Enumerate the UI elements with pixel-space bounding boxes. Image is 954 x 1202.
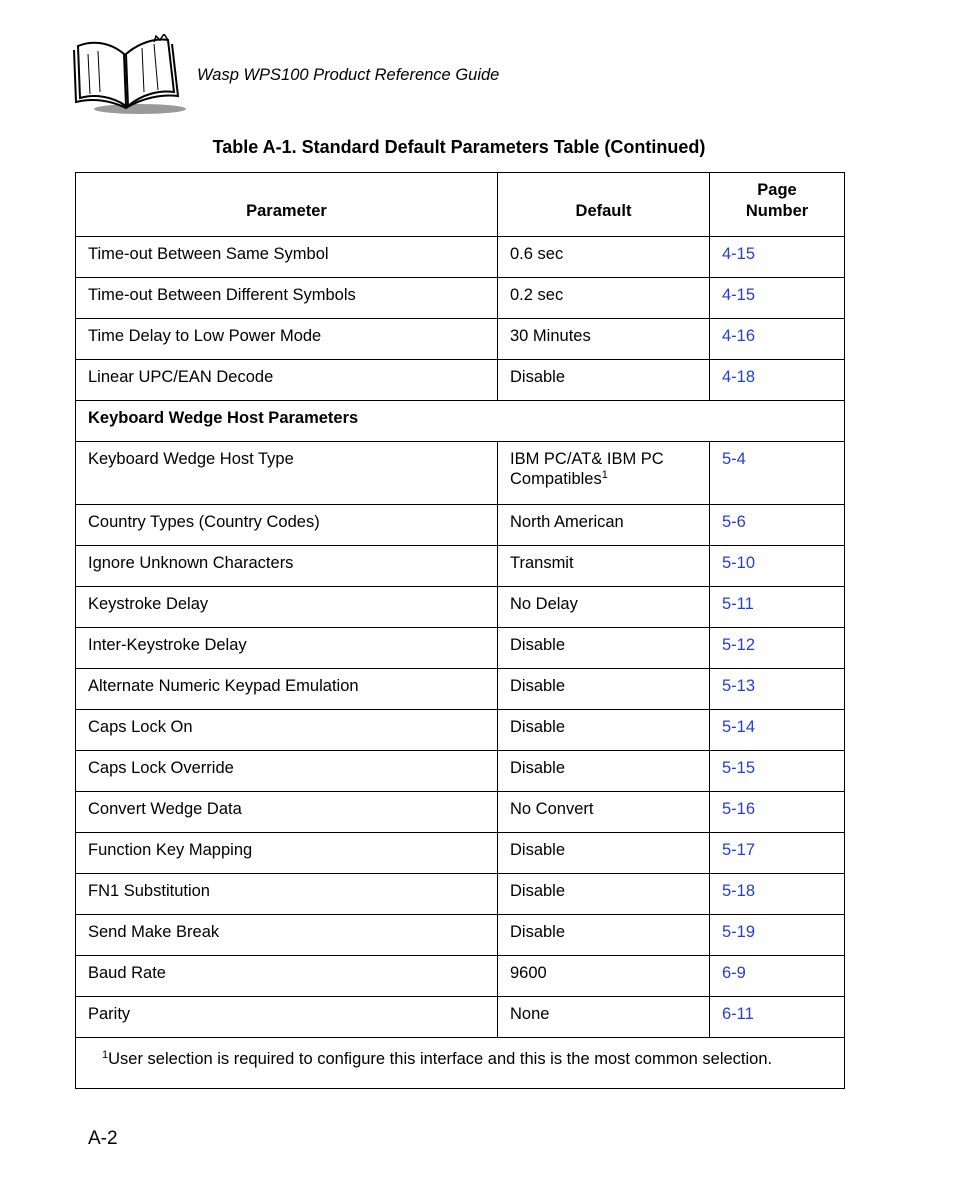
page-cell: [710, 751, 845, 792]
default-line2-text: Compatibles: [510, 470, 602, 488]
column-header-parameter: Parameter: [76, 173, 498, 237]
default-cell: Disable: [498, 628, 710, 669]
running-title: Wasp WPS100 Product Reference Guide: [197, 66, 500, 84]
page-link[interactable]: 5-16: [722, 800, 756, 818]
section-body: [76, 401, 845, 505]
default-cell: Disable: [498, 360, 710, 401]
page-link[interactable]: 4-15: [722, 286, 756, 304]
table-row: [76, 997, 845, 1038]
page-cell: [710, 278, 845, 319]
parameter-cell: Caps Lock On: [76, 710, 498, 751]
default-cell: Disable: [498, 833, 710, 874]
default-cell: 9600: [498, 956, 710, 997]
default-line1: IBM PC/AT& IBM PC: [510, 450, 664, 468]
default-cell: 0.2 sec: [498, 278, 710, 319]
page-link[interactable]: 6-11: [722, 1005, 754, 1023]
page-link[interactable]: 5-17: [722, 841, 756, 859]
footnote-text: User selection is required to configure this interface and this is the most common selection.: [108, 1050, 773, 1068]
table-row: [76, 319, 845, 360]
parameter-cell: Linear UPC/EAN Decode: [76, 360, 498, 401]
parameter-cell: Time-out Between Different Symbols: [76, 278, 498, 319]
table-row: [76, 956, 845, 997]
default-cell: Disable: [498, 874, 710, 915]
page-link[interactable]: 5-6: [722, 513, 746, 531]
parameters-table: [75, 172, 845, 1089]
page-cell: [710, 833, 845, 874]
column-header-page-line2: Number: [745, 202, 809, 220]
table-row: [76, 442, 845, 505]
page-link[interactable]: 6-9: [722, 964, 746, 982]
table-row: [76, 278, 845, 319]
parameter-cell: Ignore Unknown Characters: [76, 546, 498, 587]
footnote-marker: 1: [601, 469, 608, 481]
table-row: [76, 587, 845, 628]
parameter-cell: Keystroke Delay: [76, 587, 498, 628]
page-cell: [710, 956, 845, 997]
parameter-cell: Time Delay to Low Power Mode: [76, 319, 498, 360]
page-link[interactable]: 5-13: [722, 677, 756, 695]
page-cell: [710, 997, 845, 1038]
table-row: [76, 915, 845, 956]
parameter-cell: Inter-Keystroke Delay: [76, 628, 498, 669]
page-cell: [710, 546, 845, 587]
page-cell: [710, 874, 845, 915]
default-cell: None: [498, 997, 710, 1038]
parameter-cell: Function Key Mapping: [76, 833, 498, 874]
parameter-cell: Time-out Between Same Symbol: [76, 237, 498, 278]
section-heading-row: [76, 401, 845, 442]
table-row: [76, 669, 845, 710]
footnote-row: [76, 1038, 845, 1089]
page-link[interactable]: 5-11: [722, 595, 754, 613]
column-header-page-number: [710, 173, 845, 237]
footnote: [88, 1050, 772, 1068]
parameter-cell: Alternate Numeric Keypad Emulation: [76, 669, 498, 710]
parameter-cell: Baud Rate: [76, 956, 498, 997]
parameter-cell: Country Types (Country Codes): [76, 505, 498, 546]
page-cell: [710, 710, 845, 751]
default-cell: Disable: [498, 751, 710, 792]
parameter-cell: Parity: [76, 997, 498, 1038]
table-row: [76, 792, 845, 833]
section-heading: Keyboard Wedge Host Parameters: [76, 401, 845, 442]
page-link[interactable]: 4-16: [722, 327, 756, 345]
table-row: [76, 710, 845, 751]
page-cell: [710, 792, 845, 833]
table-row: [76, 546, 845, 587]
table-row: [76, 505, 845, 546]
page-link[interactable]: 4-15: [722, 245, 756, 263]
default-cell: Disable: [498, 669, 710, 710]
table-row: [76, 360, 845, 401]
table-row: [76, 237, 845, 278]
rows-after-body: [76, 505, 845, 1038]
open-book-icon: [70, 34, 188, 116]
default-cell: North American: [498, 505, 710, 546]
page-cell: [710, 628, 845, 669]
page-cell: [710, 505, 845, 546]
default-cell: [498, 442, 710, 505]
page-cell: [710, 669, 845, 710]
table-row: [76, 833, 845, 874]
page-cell: [710, 442, 845, 505]
parameter-cell: Caps Lock Override: [76, 751, 498, 792]
table-row: [76, 751, 845, 792]
page-link[interactable]: 5-15: [722, 759, 756, 777]
default-line2: [510, 469, 697, 489]
default-cell: Disable: [498, 915, 710, 956]
footnote-marker: 1: [102, 1049, 109, 1061]
page-cell: [710, 360, 845, 401]
page-cell: [710, 319, 845, 360]
parameter-cell: Convert Wedge Data: [76, 792, 498, 833]
table-header-row: [76, 173, 845, 237]
table-row: [76, 628, 845, 669]
page-link[interactable]: 5-10: [722, 554, 756, 572]
page-link[interactable]: 5-14: [722, 718, 756, 736]
page-link[interactable]: 5-18: [722, 882, 756, 900]
page-link[interactable]: 4-18: [722, 368, 756, 386]
footnote-cell: [76, 1038, 845, 1089]
page-link[interactable]: 5-4: [722, 450, 746, 468]
default-cell: Transmit: [498, 546, 710, 587]
page-link[interactable]: 5-12: [722, 636, 756, 654]
page-cell: [710, 237, 845, 278]
parameter-cell: Send Make Break: [76, 915, 498, 956]
default-cell: 30 Minutes: [498, 319, 710, 360]
page-number: A-2: [88, 1128, 118, 1149]
table-row: [76, 874, 845, 915]
table-caption: Table A-1. Standard Default Parameters Table (Continued): [212, 137, 706, 157]
default-cell: No Delay: [498, 587, 710, 628]
default-cell: Disable: [498, 710, 710, 751]
parameter-cell: FN1 Substitution: [76, 874, 498, 915]
default-cell: No Convert: [498, 792, 710, 833]
rows-before-body: [76, 237, 845, 401]
page-cell: [710, 587, 845, 628]
page-link[interactable]: 5-19: [722, 923, 756, 941]
page-cell: [710, 915, 845, 956]
column-header-page-line1: Page: [757, 181, 797, 199]
default-cell: 0.6 sec: [498, 237, 710, 278]
parameter-cell: Keyboard Wedge Host Type: [76, 442, 498, 505]
column-header-default: Default: [498, 173, 710, 237]
